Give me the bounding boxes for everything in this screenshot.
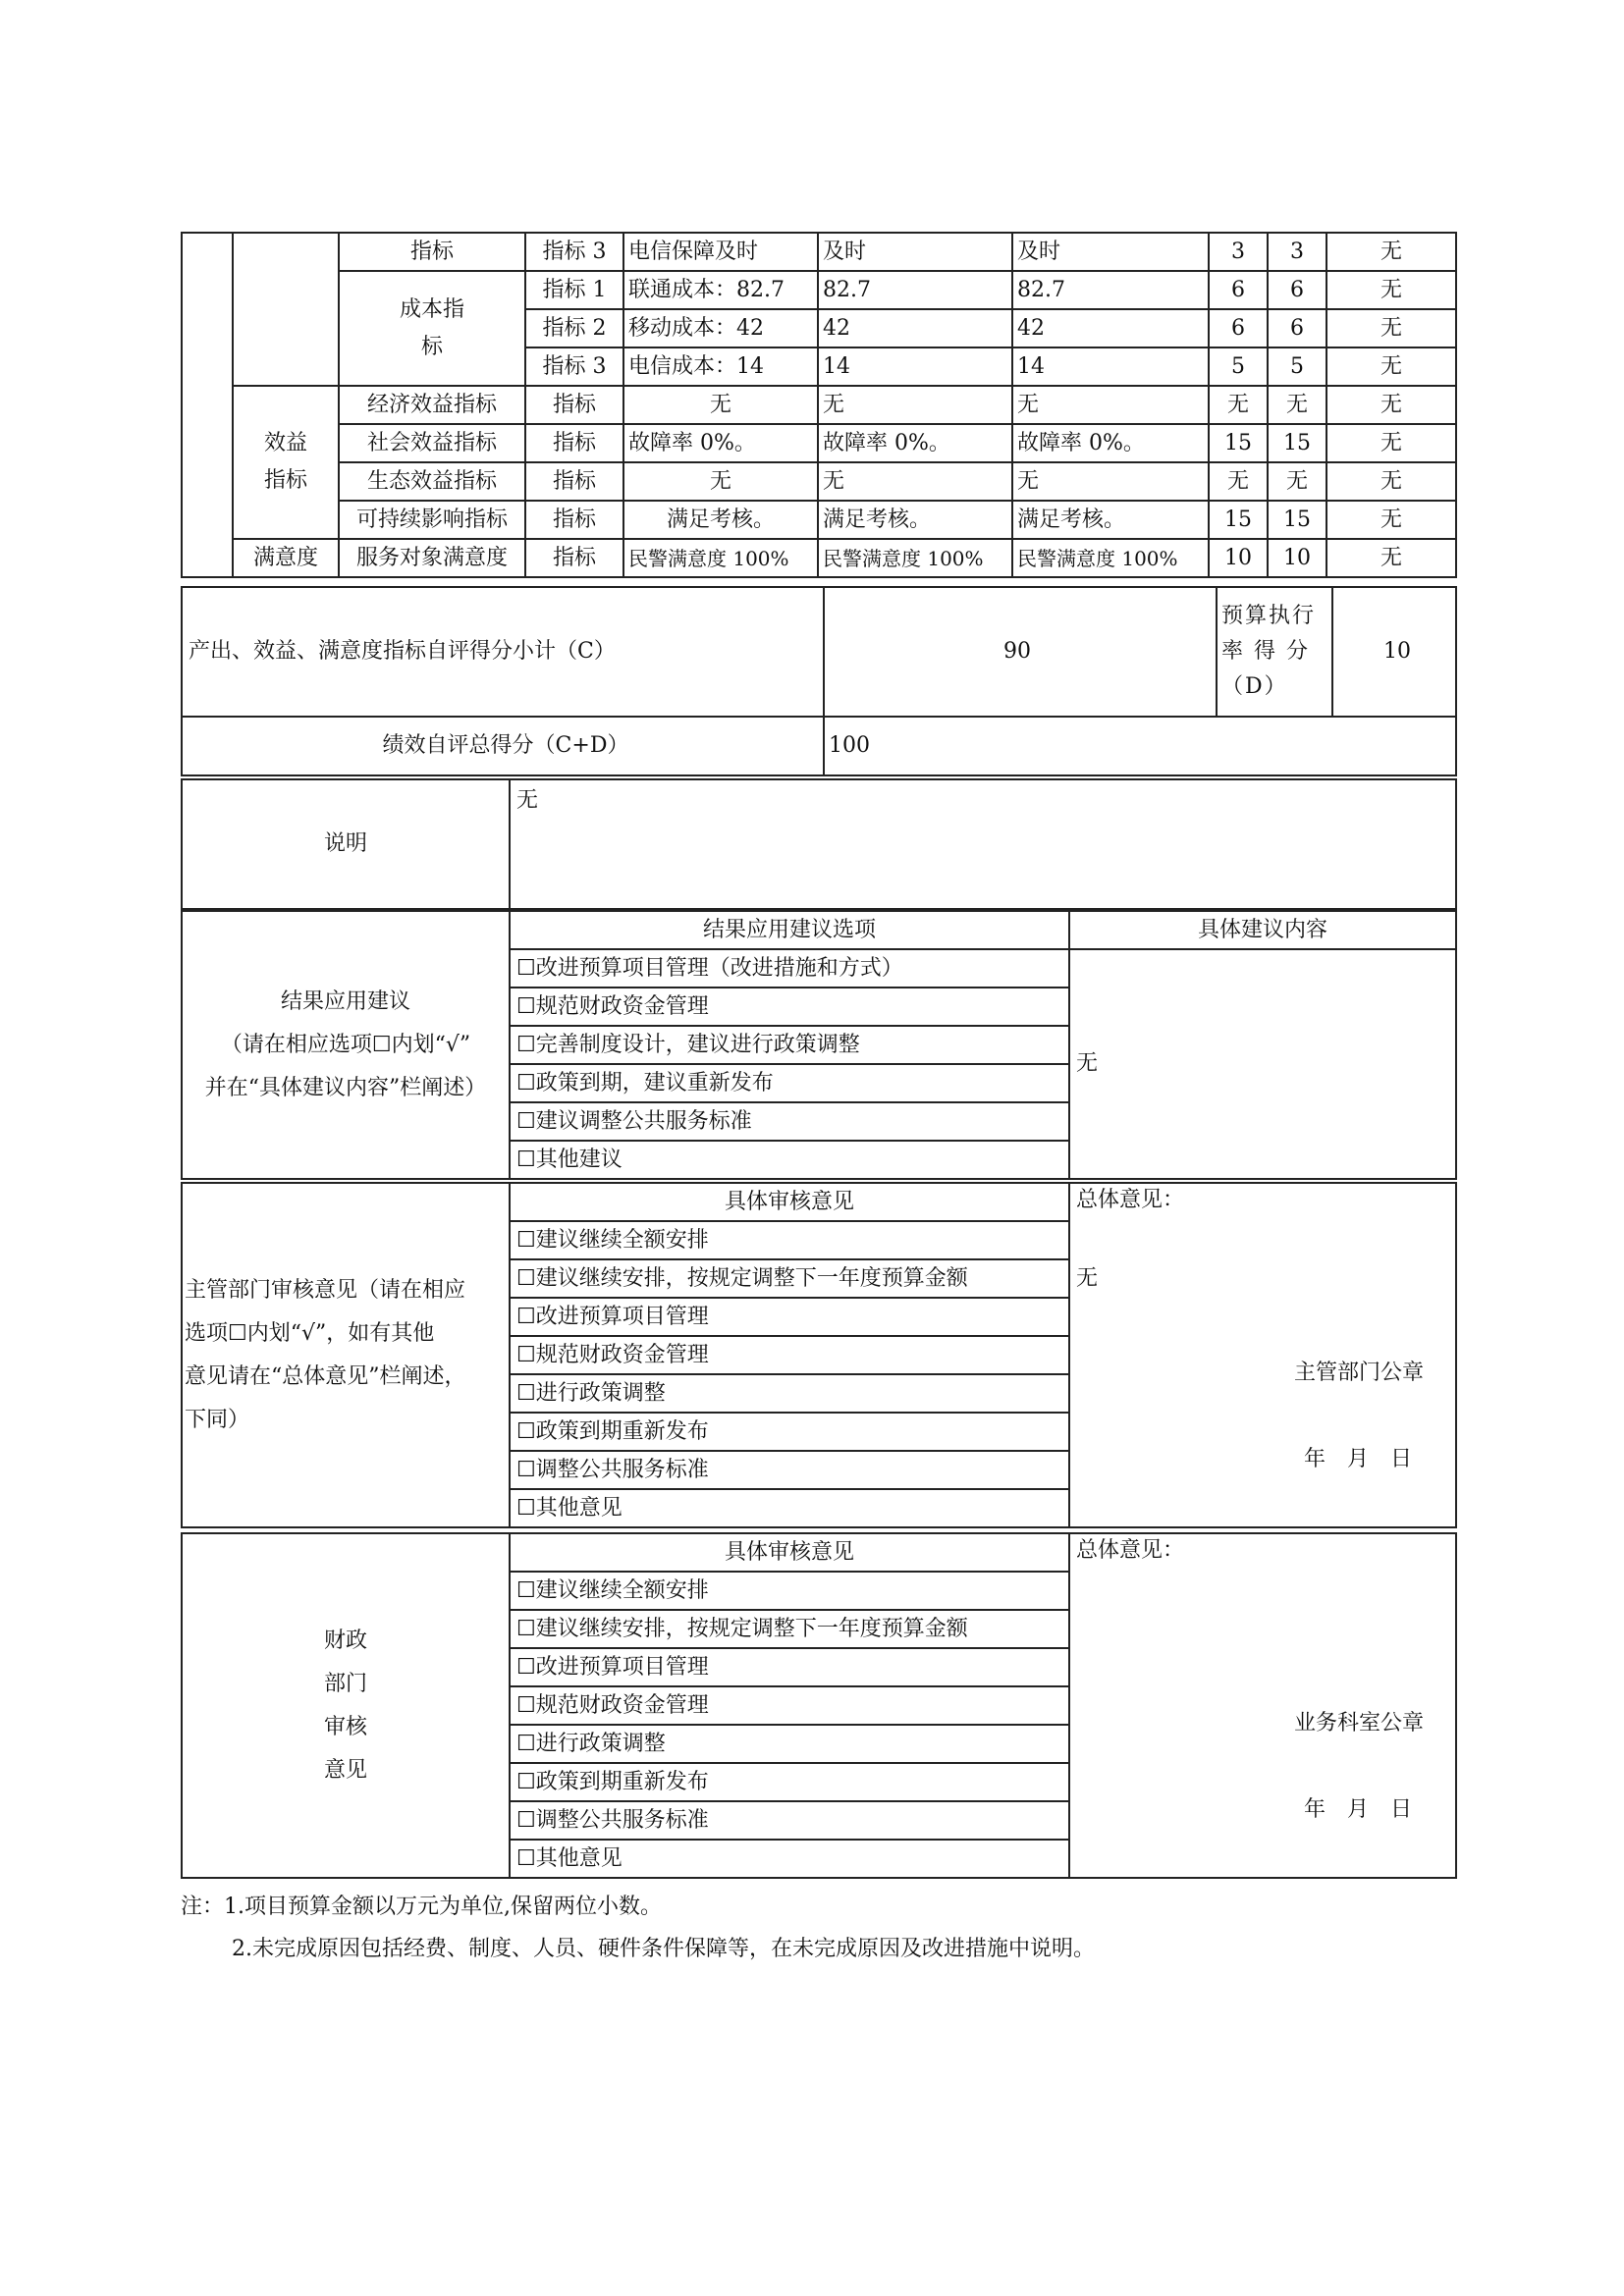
budget-rate-label — [1217, 587, 1332, 717]
table-row — [182, 539, 1456, 577]
target-cell: 故障率 0%。 — [818, 424, 1012, 462]
checkbox-option[interactable]: ☐其他意见 — [510, 1489, 1069, 1527]
budget-rate-value: 10 — [1332, 587, 1456, 717]
satisfaction-category-cell: 满意度 — [233, 539, 339, 577]
checkbox-option[interactable]: ☐调整公共服务标准 — [510, 1801, 1069, 1840]
sub-indicator-cell: 指标 — [525, 386, 623, 424]
weight-cell: 5 — [1209, 347, 1268, 386]
checkbox-option[interactable]: ☐进行政策调整 — [510, 1374, 1069, 1413]
dept-seal-label: 主管部门公章 — [1294, 1361, 1425, 1385]
label-line: 部门 — [323, 1671, 367, 1696]
score-cell: 15 — [1268, 424, 1326, 462]
category-cell: 服务对象满意度 — [339, 539, 525, 577]
content-cell: 无 — [623, 462, 818, 501]
overall-opinion-cell — [1069, 1183, 1456, 1527]
actual-cell: 及时 — [1012, 233, 1209, 271]
table-row — [182, 424, 1456, 462]
date-label: 年 月 日 — [1304, 1447, 1413, 1471]
checkbox-option[interactable]: ☐完善制度设计，建议进行政策调整 — [510, 1026, 1069, 1064]
sub-indicator-cell: 指标 3 — [525, 347, 623, 386]
explanation-row — [182, 779, 1456, 909]
label-line: 并在“具体建议内容”栏阐述） — [204, 1075, 487, 1100]
actual-cell: 故障率 0%。 — [1012, 424, 1209, 462]
reason-cell: 无 — [1326, 347, 1456, 386]
result-application-table — [181, 910, 1457, 1180]
checkbox-option[interactable]: ☐调整公共服务标准 — [510, 1451, 1069, 1489]
weight-cell: 无 — [1209, 386, 1268, 424]
label-line: 财政 — [323, 1628, 367, 1653]
dept-review-table — [181, 1182, 1457, 1528]
actual-cell: 42 — [1012, 309, 1209, 347]
table-row — [182, 1183, 1456, 1221]
content-cell: 联通成本：82.7 — [623, 271, 818, 309]
target-cell: 民警满意度 100% — [818, 539, 1012, 577]
target-cell: 满足考核。 — [818, 501, 1012, 539]
overall-label: 总体意见： — [1076, 1188, 1185, 1212]
checkbox-option[interactable]: ☐政策到期，建议重新发布 — [510, 1064, 1069, 1102]
note-line-1: 注：1.项目预算金额以万元为单位,保留两位小数。 — [181, 1895, 662, 1919]
label-line: 意见 — [323, 1757, 367, 1783]
target-cell: 82.7 — [818, 271, 1012, 309]
subtotal-value: 90 — [824, 587, 1217, 717]
weight-cell: 15 — [1209, 424, 1268, 462]
checkbox-option[interactable]: ☐改进预算项目管理 — [510, 1298, 1069, 1336]
weight-cell: 10 — [1209, 539, 1268, 577]
subtotal-row — [182, 587, 1456, 717]
label-line: 结果应用建议 — [280, 988, 410, 1014]
score-cell: 3 — [1268, 233, 1326, 271]
target-cell: 14 — [818, 347, 1012, 386]
actual-cell: 民警满意度 100% — [1012, 539, 1209, 577]
summary-table — [181, 586, 1457, 776]
finance-review-label — [182, 1533, 510, 1878]
weight-cell: 3 — [1209, 233, 1268, 271]
category-cell: 生态效益指标 — [339, 462, 525, 501]
reason-cell: 无 — [1326, 501, 1456, 539]
actual-cell: 14 — [1012, 347, 1209, 386]
score-cell: 6 — [1268, 309, 1326, 347]
total-row — [182, 717, 1456, 775]
explanation-value: 无 — [510, 779, 1456, 909]
checkbox-option[interactable]: ☐规范财政资金管理 — [510, 1336, 1069, 1374]
content-cell: 满足考核。 — [623, 501, 818, 539]
checkbox-option[interactable]: ☐政策到期重新发布 — [510, 1413, 1069, 1451]
blank-cell — [233, 233, 339, 386]
weight-cell: 无 — [1209, 462, 1268, 501]
explanation-label: 说明 — [182, 779, 510, 909]
actual-cell: 82.7 — [1012, 271, 1209, 309]
actual-cell: 无 — [1012, 386, 1209, 424]
checkbox-option[interactable]: ☐建议继续安排，按规定调整下一年度预算金额 — [510, 1259, 1069, 1298]
target-cell: 无 — [818, 386, 1012, 424]
sub-indicator-cell: 指标 — [525, 539, 623, 577]
label-line: 审核 — [323, 1714, 367, 1739]
score-cell: 5 — [1268, 347, 1326, 386]
table-row — [182, 1533, 1456, 1572]
content-header: 具体建议内容 — [1069, 911, 1456, 949]
weight-cell: 6 — [1209, 309, 1268, 347]
sub-indicator-cell: 指标 — [525, 462, 623, 501]
note-line-2: 2.未完成原因包括经费、制度、人员、硬件条件保障等，在未完成原因及改进措施中说明。 — [232, 1937, 1095, 1961]
checkbox-option[interactable]: ☐建议继续全额安排 — [510, 1572, 1069, 1610]
reason-cell: 无 — [1326, 386, 1456, 424]
checkbox-option[interactable]: ☐进行政策调整 — [510, 1725, 1069, 1763]
table-row — [182, 271, 1456, 309]
content-cell: 移动成本：42 — [623, 309, 818, 347]
checkbox-option[interactable]: ☐建议继续安排，按规定调整下一年度预算金额 — [510, 1610, 1069, 1648]
table-row — [182, 911, 1456, 949]
category-cell: 可持续影响指标 — [339, 501, 525, 539]
score-cell: 无 — [1268, 386, 1326, 424]
label-line: 意见请在“总体意见”栏阐述， — [185, 1363, 466, 1389]
overall-opinion-cell — [1069, 1533, 1456, 1878]
target-cell: 及时 — [818, 233, 1012, 271]
sub-indicator-cell: 指标 1 — [525, 271, 623, 309]
content-cell: 电信成本：14 — [623, 347, 818, 386]
score-cell: 10 — [1268, 539, 1326, 577]
checkbox-option[interactable]: ☐规范财政资金管理 — [510, 988, 1069, 1026]
weight-cell: 15 — [1209, 501, 1268, 539]
checkbox-option[interactable]: ☐建议调整公共服务标准 — [510, 1102, 1069, 1141]
checkbox-option[interactable]: ☐改进预算项目管理（改进措施和方式） — [510, 949, 1069, 988]
score-cell: 6 — [1268, 271, 1326, 309]
category-cell: 社会效益指标 — [339, 424, 525, 462]
content-cell: 民警满意度 100% — [623, 539, 818, 577]
reason-cell: 无 — [1326, 233, 1456, 271]
sub-indicator-cell: 指标 2 — [525, 309, 623, 347]
total-value: 100 — [822, 717, 1454, 775]
checkbox-option[interactable]: ☐其他意见 — [510, 1840, 1069, 1878]
reason-cell: 无 — [1326, 424, 1456, 462]
content-cell: 电信保障及时 — [623, 233, 818, 271]
actual-cell: 满足考核。 — [1012, 501, 1209, 539]
score-cell: 无 — [1268, 462, 1326, 501]
benefit-category-cell: 效益指标 — [233, 386, 339, 539]
sub-indicator-cell: 指标 3 — [525, 233, 623, 271]
dept-review-label — [182, 1183, 510, 1527]
indicator-table — [181, 232, 1457, 578]
review-header: 具体审核意见 — [510, 1183, 1069, 1221]
weight-cell: 6 — [1209, 271, 1268, 309]
checkbox-option[interactable]: ☐规范财政资金管理 — [510, 1686, 1069, 1725]
table-row — [182, 462, 1456, 501]
checkbox-option[interactable]: ☐其他建议 — [510, 1141, 1069, 1179]
score-cell: 15 — [1268, 501, 1326, 539]
overall-value: 无 — [1076, 1266, 1099, 1291]
explanation-table — [181, 778, 1457, 910]
sub-indicator-cell: 指标 — [525, 424, 623, 462]
finance-seal-label: 业务科室公章 — [1294, 1711, 1425, 1735]
subtotal-label: 产出、效益、满意度指标自评得分小计（C） — [182, 587, 824, 717]
review-header: 具体审核意见 — [510, 1533, 1069, 1572]
target-cell: 无 — [818, 462, 1012, 501]
label-line: 下同） — [185, 1407, 250, 1432]
category-cell: 经济效益指标 — [339, 386, 525, 424]
actual-cell: 无 — [1012, 462, 1209, 501]
content-cell: 无 — [623, 386, 818, 424]
target-cell: 42 — [818, 309, 1012, 347]
content-cell: 故障率 0%。 — [623, 424, 818, 462]
table-row — [182, 233, 1456, 271]
sub-indicator-cell: 指标 — [525, 501, 623, 539]
label-line: （请在相应选项☐内划“√” — [220, 1032, 471, 1057]
options-header: 结果应用建议选项 — [510, 911, 1069, 949]
checkbox-option[interactable]: ☐建议继续全额安排 — [510, 1221, 1069, 1259]
budget-rate-label-line: 预算执行 — [1221, 604, 1317, 628]
result-application-label — [182, 911, 510, 1179]
budget-rate-label-line: 率 得 分 — [1221, 639, 1310, 664]
reason-cell: 无 — [1326, 462, 1456, 501]
table-row — [182, 386, 1456, 424]
category-cell: 成本指标 — [339, 271, 525, 386]
budget-rate-label-line: （D） — [1221, 674, 1288, 699]
overall-label: 总体意见： — [1076, 1538, 1185, 1563]
table-row — [182, 501, 1456, 539]
reason-cell: 无 — [1326, 309, 1456, 347]
reason-cell: 无 — [1326, 271, 1456, 309]
checkbox-option[interactable]: ☐政策到期重新发布 — [510, 1763, 1069, 1801]
date-label: 年 月 日 — [1304, 1797, 1413, 1822]
label-line: 选项☐内划“√”，如有其他 — [185, 1320, 435, 1346]
label-line: 主管部门审核意见（请在相应 — [185, 1277, 466, 1303]
content-value: 无 — [1069, 949, 1456, 1179]
checkbox-option[interactable]: ☐改进预算项目管理 — [510, 1648, 1069, 1686]
finance-review-table — [181, 1532, 1457, 1879]
total-label: 绩效自评总得分（C+D） — [182, 717, 824, 775]
category-cell: 指标 — [339, 233, 525, 271]
blank-cell — [182, 233, 233, 577]
reason-cell: 无 — [1326, 539, 1456, 577]
